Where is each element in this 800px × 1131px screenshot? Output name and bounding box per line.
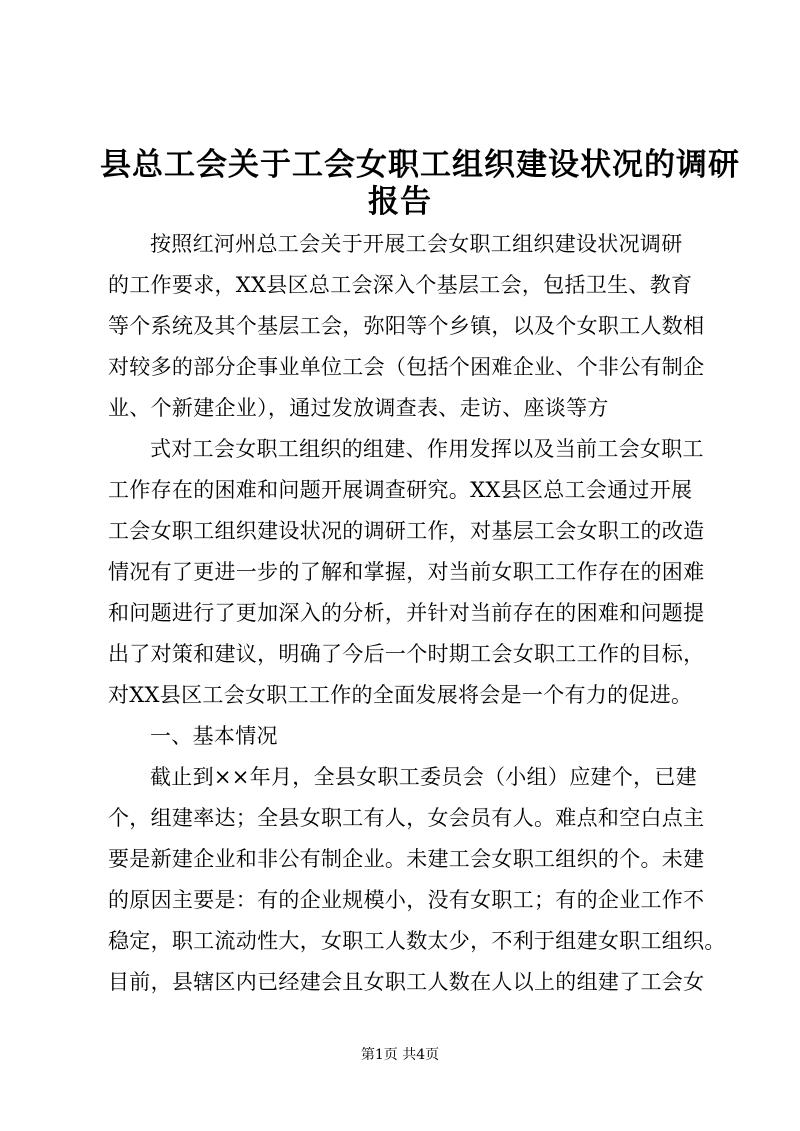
paragraph-line-4: 对较多的部分企事业单位工会（包括个困难企业、个非公有制企 — [108, 355, 705, 379]
paragraph-line-1: 按照红河州总工会关于开展工会女职工组织建设状况调研 — [150, 232, 683, 256]
page-number-footer: 第1页 共4页 — [360, 1047, 440, 1063]
paragraph-line-14: 截止到××年月，全县女职工委员会（小组）应建个，已建 — [150, 765, 697, 789]
paragraph-line-16: 要是新建企业和非公有制企业。未建工会女职工组织的个。未建 — [108, 847, 705, 871]
paragraph-line-6: 式对工会女职工组织的组建、作用发挥以及当前工会女职工 — [150, 437, 704, 461]
paragraph-line-11: 出了对策和建议，明确了今后一个时期工会女职工工作的目标， — [108, 642, 705, 666]
document-title-line-2: 报告 — [368, 184, 432, 220]
paragraph-line-2: 的工作要求，XX县区总工会深入个基层工会，包括卫生、教育 — [108, 273, 693, 297]
paragraph-line-3: 等个系统及其个基层工会，弥阳等个乡镇，以及个女职工人数相 — [108, 314, 705, 338]
paragraph-line-19: 目前，县辖区内已经建会且女职工人数在人以上的组建了工会女 — [108, 970, 705, 994]
paragraph-line-15: 个，组建率达；全县女职工有人，女会员有人。难点和空白点主 — [108, 806, 705, 830]
document-title-line-1: 县总工会关于工会女职工组织建设状况的调研 — [100, 147, 740, 183]
paragraph-line-18: 稳定，职工流动性大，女职工人数太少，不利于组建女职工组织。 — [108, 929, 726, 953]
paragraph-line-10: 和问题进行了更加深入的分析，并针对当前存在的困难和问题提 — [108, 601, 705, 625]
paragraph-line-12: 对XX县区工会女职工工作的全面发展将会是一个有力的促进。 — [108, 683, 693, 707]
section-heading: 一、基本情况 — [150, 724, 278, 748]
paragraph-line-5: 业、个新建企业），通过发放调查表、走访、座谈等方 — [108, 396, 609, 420]
paragraph-line-7: 工作存在的困难和问题开展调查研究。XX县区总工会通过开展 — [108, 478, 693, 502]
paragraph-line-9: 情况有了更进一步的了解和掌握，对当前女职工工作存在的困难 — [108, 560, 705, 584]
paragraph-line-17: 的原因主要是：有的企业规模小，没有女职工；有的企业工作不 — [108, 888, 705, 912]
paragraph-line-8: 工会女职工组织建设状况的调研工作，对基层工会女职工的改造 — [108, 519, 705, 543]
